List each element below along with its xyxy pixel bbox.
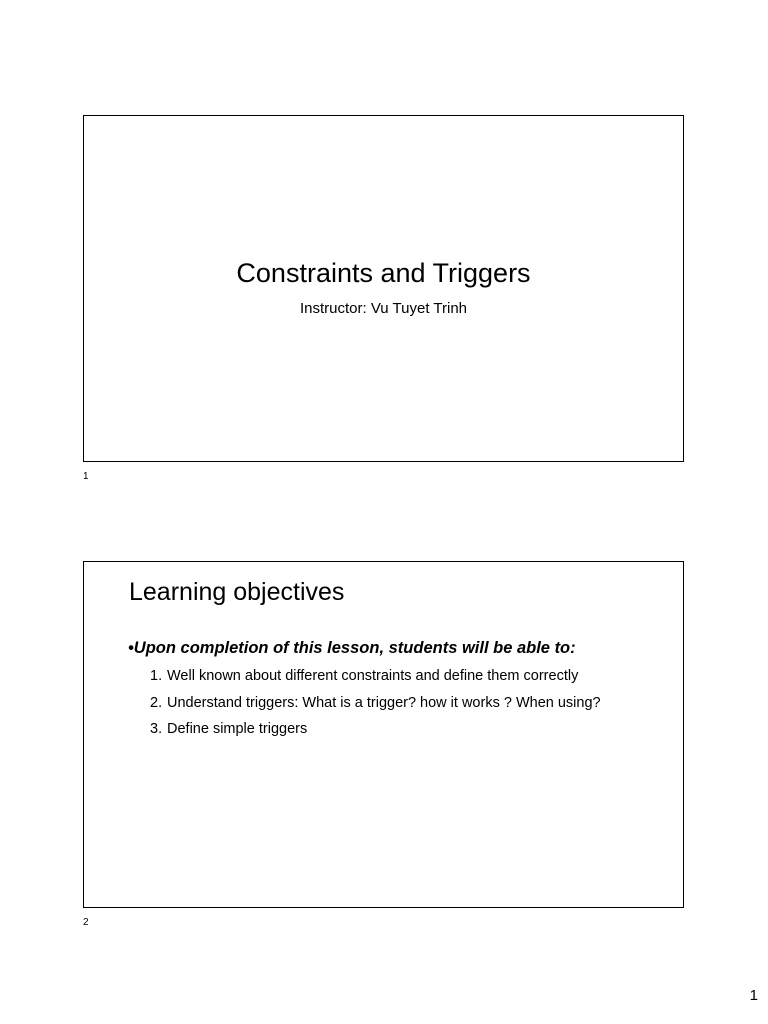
list-item [150, 695, 601, 722]
slide-2 [83, 561, 684, 908]
list-item-text: Understand triggers: What is a trigger? how it works ? When using? [167, 694, 601, 711]
bullet-text: •Upon completion of this lesson, students will be able to: [128, 639, 576, 657]
slide-title: Constraints and Triggers [236, 258, 531, 288]
slide-number: 2 [83, 917, 89, 928]
slide-title: Learning objectives [129, 578, 345, 606]
list-item-number: 2. [150, 694, 163, 711]
list-item-number: 3. [150, 721, 163, 737]
list-item-text: Well known about different constraints and define them correctly [167, 668, 579, 684]
slide-subtitle: Instructor: Vu Tuyet Trinh [299, 300, 467, 317]
list-item-text: Define simple triggers [167, 721, 308, 737]
slide-number: 1 [83, 471, 89, 482]
page-number: 1 [749, 987, 758, 1004]
list-item [150, 668, 601, 695]
objectives-list [150, 668, 601, 748]
slide-1 [83, 115, 684, 462]
list-item-number: 1. [150, 668, 163, 684]
list-item [150, 721, 601, 748]
